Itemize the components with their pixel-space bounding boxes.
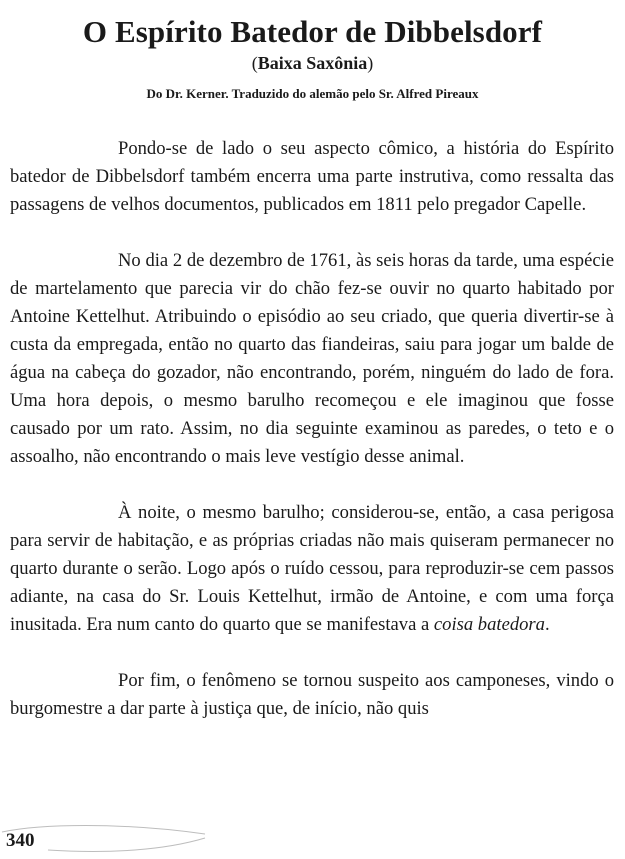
paragraph-1: Pondo-se de lado o seu aspecto cômico, a história do Espírito batedor de Dibbelsdorf também encerra uma parte instrutiva, como ressalta das passagens de velhos documentos, publicados em 1811 pelo pregador Capelle. [10,138,614,215]
paragraph-3-end: . [544,614,550,635]
subtitle-region: Baixa Saxônia [257,53,368,73]
paragraph-4: Por fim, o fenômeno se tornou suspeito aos camponeses, vindo o burgomestre a dar parte à justiça que, de início, não quis [10,670,614,719]
chapter-title: O Espírito Batedor de Dibbelsdorf [82,14,543,49]
paragraph-2: No dia 2 de dezembro de 1761, às seis horas da tarde, uma espécie de martelamento que parecia vir do chão fez-se ouvir no quarto habitado por Antoine Kettelhut. Atribuindo o episódio ao seu criado, que queria divertir-se à custa da empregada, então no quarto das fiandeiras, saiu para jogar um balde de água na cabeça do gozador, não encontrando, porém, ninguém do lado de fora. Uma hora depois, o mesmo barulho recomeçou e ele imaginou que fosse causado por um rato. Assim, no dia seguinte examinou as paredes, o teto e o assoalho, não encontrando o mais leve vestígio desse animal. [10,250,614,467]
italic-phrase: coisa batedora [433,614,545,635]
body-text [10,135,614,751]
subtitle-close-paren: ) [367,53,374,73]
paragraph-3-text: À noite, o mesmo barulho; considerou-se, então, a casa perigosa para servir de habitação, e as próprias criadas não mais quiseram permanecer no quarto durante o serão. Logo após o ruído cessou, para reproduzir-se cem passos adiante, na casa do Sr. Louis Kettelhut, irmão de Antoine, e com uma força inusitada. Era num canto do quarto que se manifestava a [10,502,614,635]
subtitle-open-paren: ( [251,53,258,73]
author-byline: Do Dr. Kerner. Traduzido do alemão pelo Sr. Alfred Pireaux [146,86,479,101]
paragraph-3 [10,499,614,639]
chapter-subtitle [0,51,625,75]
page-number: 340 [6,830,35,851]
